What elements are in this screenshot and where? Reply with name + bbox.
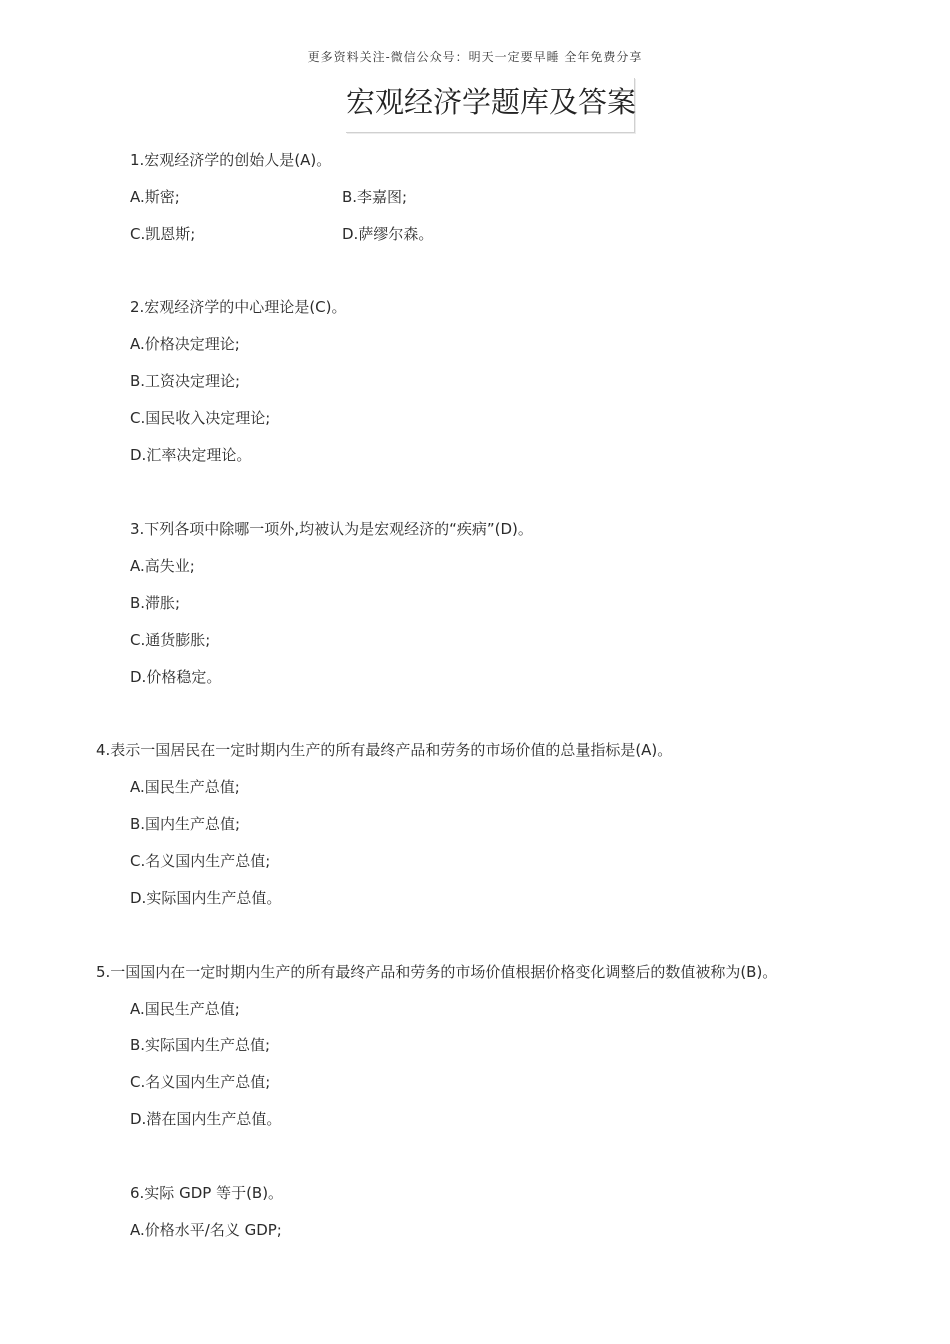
question-2-stem: 2.宏观经济学的中心理论是(C)。 <box>130 298 347 316</box>
title-box <box>346 78 635 133</box>
question-3-stem: 3.下列各项中除哪一项外,均被认为是宏观经济的“疾病”(D)。 <box>130 520 533 538</box>
question-5-option-b: B.实际国内生产总值; <box>130 1036 271 1054</box>
question-4-option-a: A.国民生产总值; <box>130 778 240 796</box>
question-5-stem: 5.一国国内在一定时期内生产的所有最终产品和劳务的市场价值根据价格变化调整后的数值被称为(B)。 <box>96 963 778 981</box>
document-title: 宏观经济学题库及答案 <box>346 85 637 119</box>
question-2-option-d: D.汇率决定理论。 <box>130 446 252 464</box>
question-4-stem: 4.表示一国居民在一定时期内生产的所有最终产品和劳务的市场价值的总量指标是(A)。 <box>96 741 673 759</box>
question-4-option-d: D.实际国内生产总值。 <box>130 889 282 907</box>
question-1-option-d: D.萨缪尔森。 <box>342 225 434 243</box>
question-3-option-b: B.滞胀; <box>130 594 181 612</box>
question-3-option-c: C.通货膨胀; <box>130 631 211 649</box>
header-banner: 更多资料关注-微信公众号：明天一定要早睡 全年免费分享 <box>307 50 643 64</box>
question-3-option-d: D.价格稳定。 <box>130 668 222 686</box>
question-1-option-c: C.凯恩斯; <box>130 225 196 243</box>
question-2-option-b: B.工资决定理论; <box>130 372 241 390</box>
question-6-option-a: A.价格水平/名义 GDP; <box>130 1221 282 1239</box>
question-1-option-b: B.李嘉图; <box>342 188 408 206</box>
question-1-stem: 1.宏观经济学的创始人是(A)。 <box>130 151 332 169</box>
question-3-option-a: A.高失业; <box>130 557 195 575</box>
question-4-option-c: C.名义国内生产总值; <box>130 852 271 870</box>
question-6-stem: 6.实际 GDP 等于(B)。 <box>130 1184 284 1202</box>
question-5-option-c: C.名义国内生产总值; <box>130 1073 271 1091</box>
question-5-option-a: A.国民生产总值; <box>130 1000 240 1018</box>
question-2-option-c: C.国民收入决定理论; <box>130 409 271 427</box>
question-2-option-a: A.价格决定理论; <box>130 335 240 353</box>
question-4-option-b: B.国内生产总值; <box>130 815 241 833</box>
question-1-option-a: A.斯密; <box>130 188 180 206</box>
question-5-option-d: D.潜在国内生产总值。 <box>130 1110 282 1128</box>
